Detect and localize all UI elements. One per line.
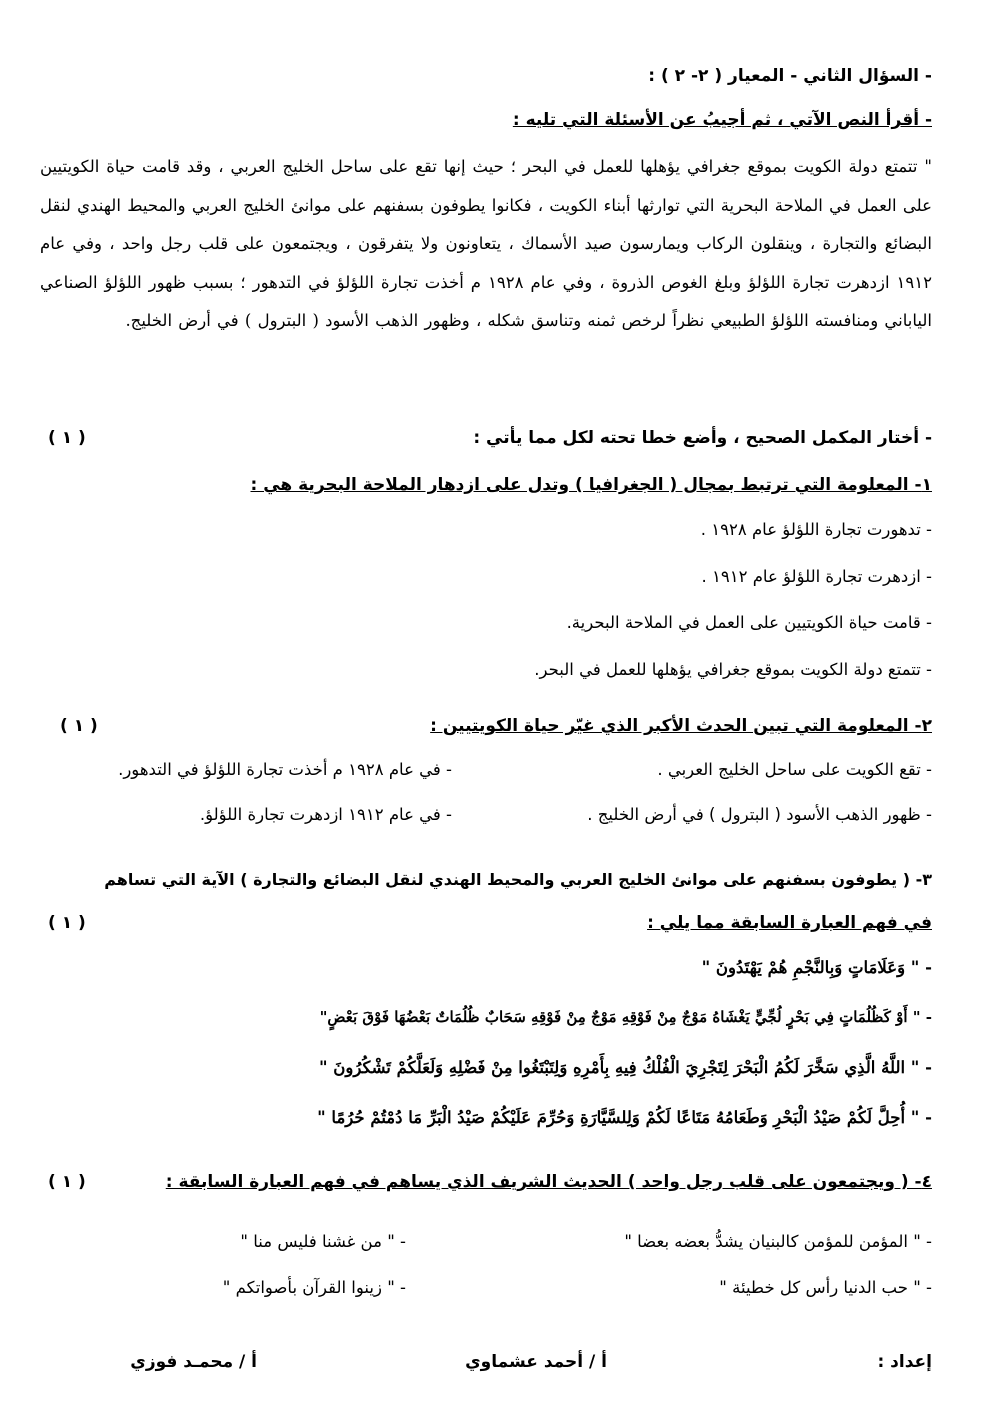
question-title: - السؤال الثاني - المعيار ( ٢- ٢ ) : [648, 66, 932, 86]
q2-title: ٢- المعلومة التي تبين الحدث الأكبر الذي غيّر حياة الكويتيين : [430, 716, 932, 736]
reading-instruction: - أقرأ النص الآتي ، ثم أجيبُ عن الأسئلة التي تليه : [512, 110, 932, 130]
q3-title-line1: ٣- ( يطوفون بسفنهم على موانئ الخليج العربي والمحيط الهندي لنقل البضائع والتجارة ) الآية التي تساهم [104, 870, 932, 889]
choose-instruction: - أختار المكمل الصحيح ، وأضع خطا تحته لكل مما يأتي : [473, 428, 932, 448]
q2-option-1[interactable]: - تقع الكويت على ساحل الخليج العربي . [657, 760, 932, 779]
mark-q1: ( ١ ) [48, 428, 86, 448]
reading-passage: " تتمتع دولة الكويت بموقع جغرافي يؤهلها للعمل في البحر ؛ حيث إنها تقع على ساحل الخليج العربي ، وقد قامت حياة الكويتيين على العمل في الملاحة البحرية التي توارثها أبناء الكويت ، فكانوا يطوفون بسفنهم على موانئ الخليج العربي والمحيط الهندي لنقل البضائع والتجارة ، وينقلون الركاب ويمارسون صيد الأسماك ، يتعاونون ولا يتفرقون ، ويجتمعون على قلب رجل واحد ، وفي عام ١٩١٢ ازدهرت تجارة اللؤلؤ وبلغ الغوص الذروة ، وفي عام ١٩٢٨ م أخذت تجارة اللؤلؤ في التدهور ؛ بسبب ظهور اللؤلؤ الصناعي الياباني ومنافسته اللؤلؤ الطبيعي نظراً لرخص ثمنه وتناسق شكله ، وظهور الذهب الأسود ( البترول ) في أرض الخليج. [40, 157, 932, 330]
mark-q2: ( ١ ) [60, 716, 98, 736]
q1-option-3[interactable]: - قامت حياة الكويتيين على العمل في الملاحة البحرية. [566, 613, 932, 632]
q1-title: ١- المعلومة التي ترتبط بمجال ( الجغرافيا ) وتدل على ازدهار الملاحة البحرية هي : [250, 475, 932, 495]
mark-q3: ( ١ ) [48, 913, 86, 933]
mark-q4: ( ١ ) [48, 1172, 86, 1192]
author-2: أ / محمـد فوزي [130, 1352, 257, 1372]
q3-option-3[interactable]: - " اللَّهُ الَّذِي سَخَّرَ لَكُمُ الْبَحْرَ لِتَجْرِيَ الْفُلْكُ فِيهِ بِأَمْرِهِ وَلِتَبْتَغُوا مِنْ فَضْلِهِ وَلَعَلَّكُمْ تَشْكُرُونَ " [318, 1058, 932, 1077]
q2-option-4[interactable]: - في عام ١٩١٢ ازدهرت تجارة اللؤلؤ. [199, 805, 452, 824]
q1-option-4[interactable]: - تتمتع دولة الكويت بموقع جغرافي يؤهلها للعمل في البحر. [534, 660, 932, 679]
q3-option-1[interactable]: - " وَعَلَامَاتٍ وَبِالنَّجْمِ هُمْ يَهْتَدُونَ " [701, 958, 932, 977]
q4-option-3[interactable]: - " حب الدنيا رأس كل خطيئة " [719, 1278, 932, 1297]
q2-option-2[interactable]: - في عام ١٩٢٨ م أخذت تجارة اللؤلؤ في التدهور. [118, 760, 452, 779]
q1-option-1[interactable]: - تدهورت تجارة اللؤلؤ عام ١٩٢٨ . [700, 520, 932, 539]
prepared-by-label: إعداد : [877, 1352, 932, 1372]
q2-option-3[interactable]: - ظهور الذهب الأسود ( البترول ) في أرض الخليج . [587, 805, 932, 824]
q3-option-2[interactable]: - " أَوْ كَظُلُمَاتٍ فِي بَحْرٍ لُجِّيٍّ يَغْشَاهُ مَوْجٌ مِنْ فَوْقِهِ مَوْجٌ مِنْ فَوْقِهِ سَحَابٌ ظُلُمَاتٌ بَعْضُهَا فَوْقَ بَعْضٍ" [319, 1008, 932, 1026]
q3-option-4[interactable]: - " أُحِلَّ لَكُمْ صَيْدُ الْبَحْرِ وَطَعَامُهُ مَتَاعًا لَكُمْ وَلِلسَّيَّارَةِ وَحُرِّمَ عَلَيْكُمْ صَيْدُ الْبَرِّ مَا دُمْتُمْ حُرُمًا " [317, 1108, 932, 1127]
q3-title-line2: في فهم العبارة السابقة مما يلي : [647, 913, 932, 933]
q4-option-1[interactable]: - " المؤمن للمؤمن كالبنيان يشدُّ بعضه بعضا " [624, 1232, 932, 1251]
q4-option-4[interactable]: - " زينوا القرآن بأصواتكم " [222, 1278, 406, 1297]
author-1: أ / أحمد عشماوي [465, 1352, 607, 1372]
q4-title: ٤- ( ويجتمعون على قلب رجل واحد ) الحديث الشريف الذي يساهم في فهم العبارة السابقة : [165, 1172, 932, 1192]
q4-option-2[interactable]: - " من غشنا فليس منا " [240, 1232, 406, 1251]
q1-option-2[interactable]: - ازدهرت تجارة اللؤلؤ عام ١٩١٢ . [701, 567, 932, 586]
